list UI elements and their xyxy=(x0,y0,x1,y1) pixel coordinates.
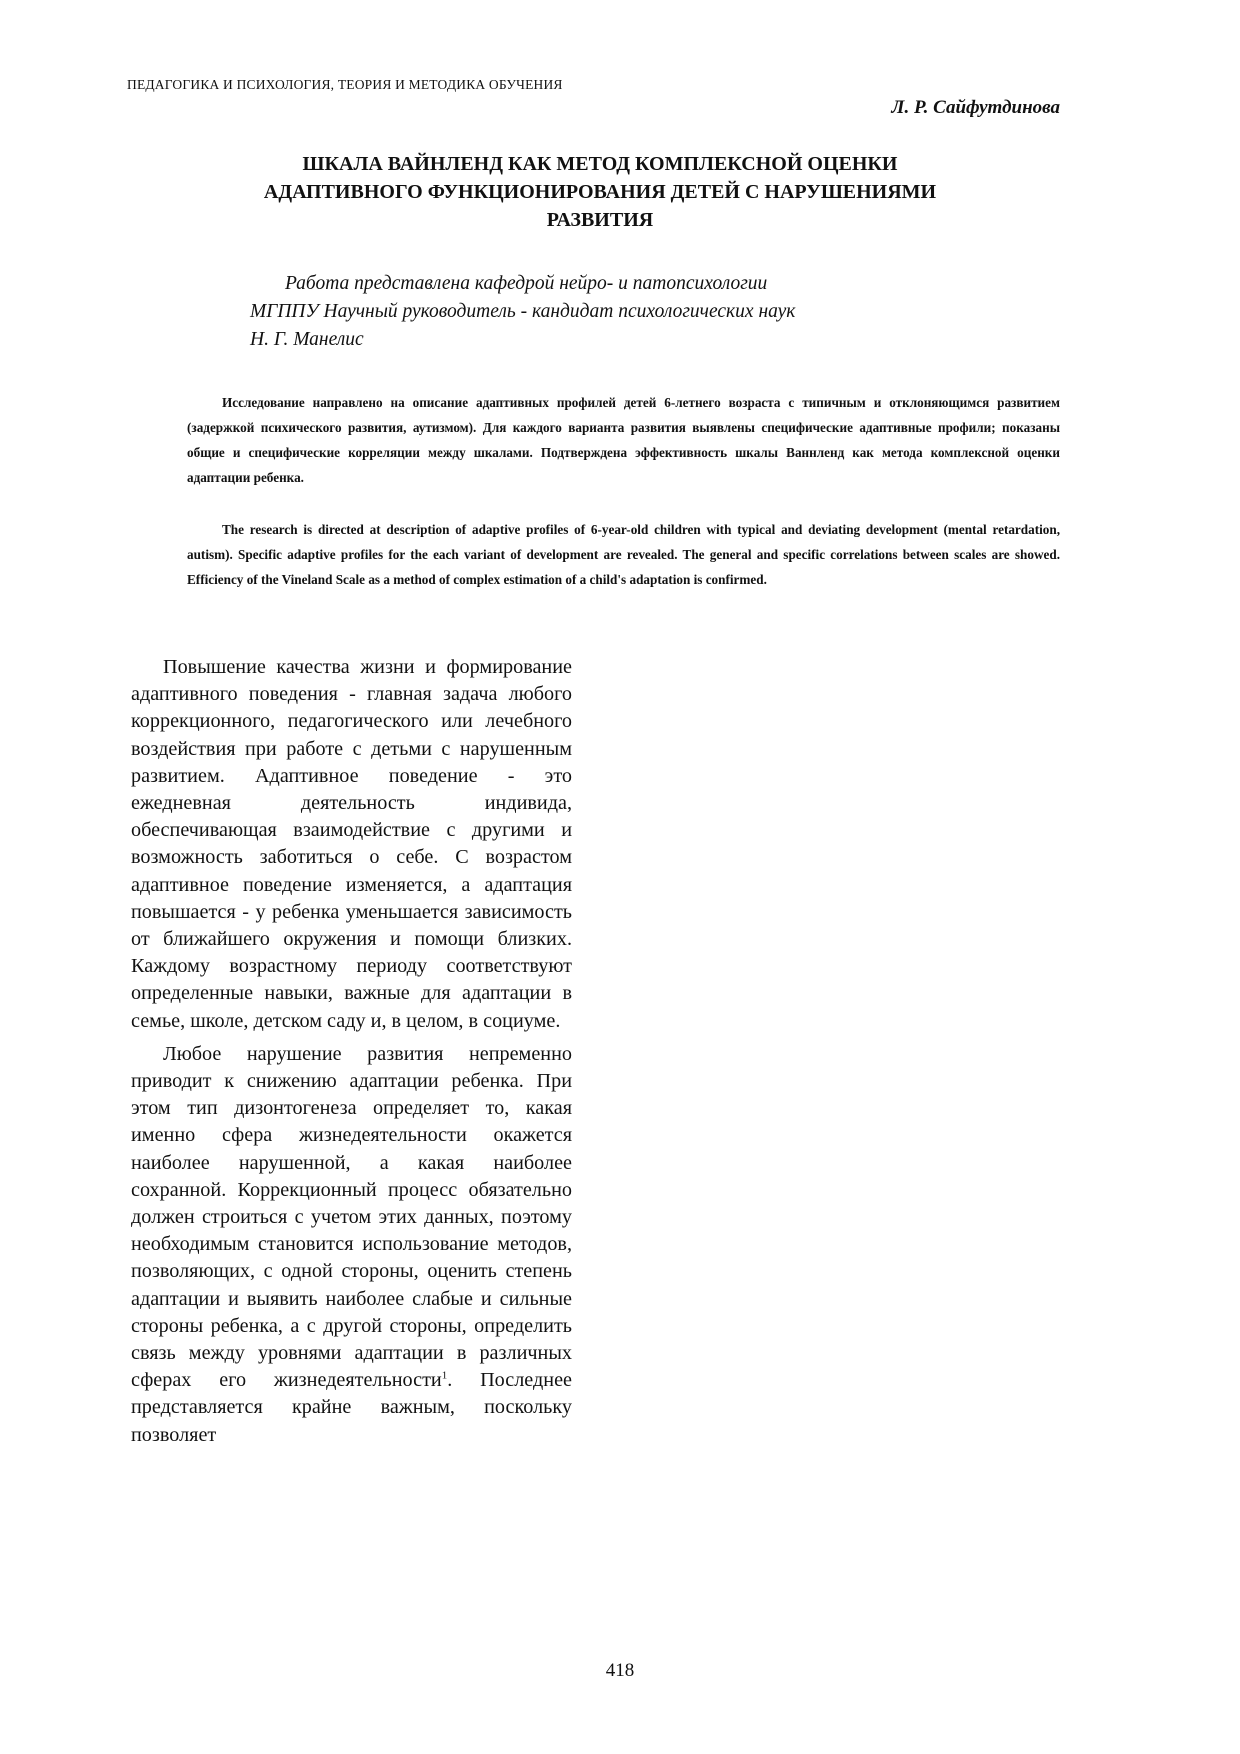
affiliation-line: Работа представлена кафедрой нейро- и патопсихологии xyxy=(285,273,768,294)
paragraph xyxy=(131,1041,572,1449)
running-head: ПЕДАГОГИКА И ПСИХОЛОГИЯ, ТЕОРИЯ И МЕТОДИКА ОБУЧЕНИЯ xyxy=(127,77,563,92)
abstract-english xyxy=(187,517,1060,592)
affiliation-line: МГППУ Научный руководитель - кандидат психологических наук xyxy=(250,301,796,322)
paragraph: Повышение качества жизни и формирование адаптивного поведения - главная задача любого коррекционного, педагогического или лечебного воздействия при работе с детьми с нарушенным развитием. Адаптивное поведение - это ежедневная деятельность индивида, обеспечивающая взаимодействие с другими и возможность заботиться о себе. С возрастом адаптивное поведение изменяется, а адаптация повышается - у ребенка уменьшается зависимость от ближайшего окружения и помощи близких. Каждому возрастному периоду соответствуют определенные навыки, важные для адаптации в семье, школе, детском саду и, в целом, в социуме. xyxy=(131,656,572,1032)
affiliation xyxy=(250,270,795,354)
abstract-text: Исследование направлено на описание адаптивных профилей детей 6-летнего возраста с типичным и отклоняющимся развитием (задержкой психического развития, аутизмом). Для каждого варианта развития выявлены специфические адаптивные профили; показаны общие и специфические корреляции между шкалами. Подтверждена эффективность шкалы Ваннленд как метода комплексной оценки адаптации ребенка. xyxy=(187,395,1060,485)
paragraph-text: . Последнее представляется крайне важным, поскольку позволяет xyxy=(131,1369,572,1446)
affiliation-line: Н. Г. Манелис xyxy=(250,329,364,350)
author-name: Л. Р. Сайфутдинова xyxy=(891,97,1060,118)
body-text-column xyxy=(131,654,572,1450)
abstract-text: The research is directed at description of adaptive profiles of 6-year-old children with typical and deviating development (mental retardation, autism). Specific adaptive profiles for the each variant of development are revealed. The general and specific correlations between scales are showed. Efficiency of the Vineland Scale as a method of complex estimation of a child's adaptation is confirmed. xyxy=(187,522,1060,587)
title-line: ШКАЛА ВАЙНЛЕНД КАК МЕТОД КОМПЛЕКСНОЙ ОЦЕНКИ xyxy=(302,153,898,175)
title-line: АДАПТИВНОГО ФУНКЦИОНИРОВАНИЯ ДЕТЕЙ С НАРУШЕНИЯМИ xyxy=(263,181,937,203)
footnote-marker: 1 xyxy=(441,1369,448,1382)
article-title xyxy=(200,150,1000,234)
paragraph-text: Любое нарушение развития непременно приводит к снижению адаптации ребенка. При этом тип дизонтогенеза определяет то, какая именно сфера жизнедеятельности окажется наиболее нарушенной, а какая наиболее сохранной. Коррекционный процесс обязательно должен строиться с учетом этих данных, поэтому необходимым становится использование методов, позволяющих, с одной стороны, оценить степень адаптации и выявить наиболее слабые и сильные стороны ребенка, а с другой стороны, определить связь между уровнями адаптации в различных сферах его жизнедеятельности xyxy=(131,1042,572,1392)
page-number: 418 xyxy=(605,1660,635,1681)
abstract-russian xyxy=(187,390,1060,490)
title-line: РАЗВИТИЯ xyxy=(546,209,654,231)
